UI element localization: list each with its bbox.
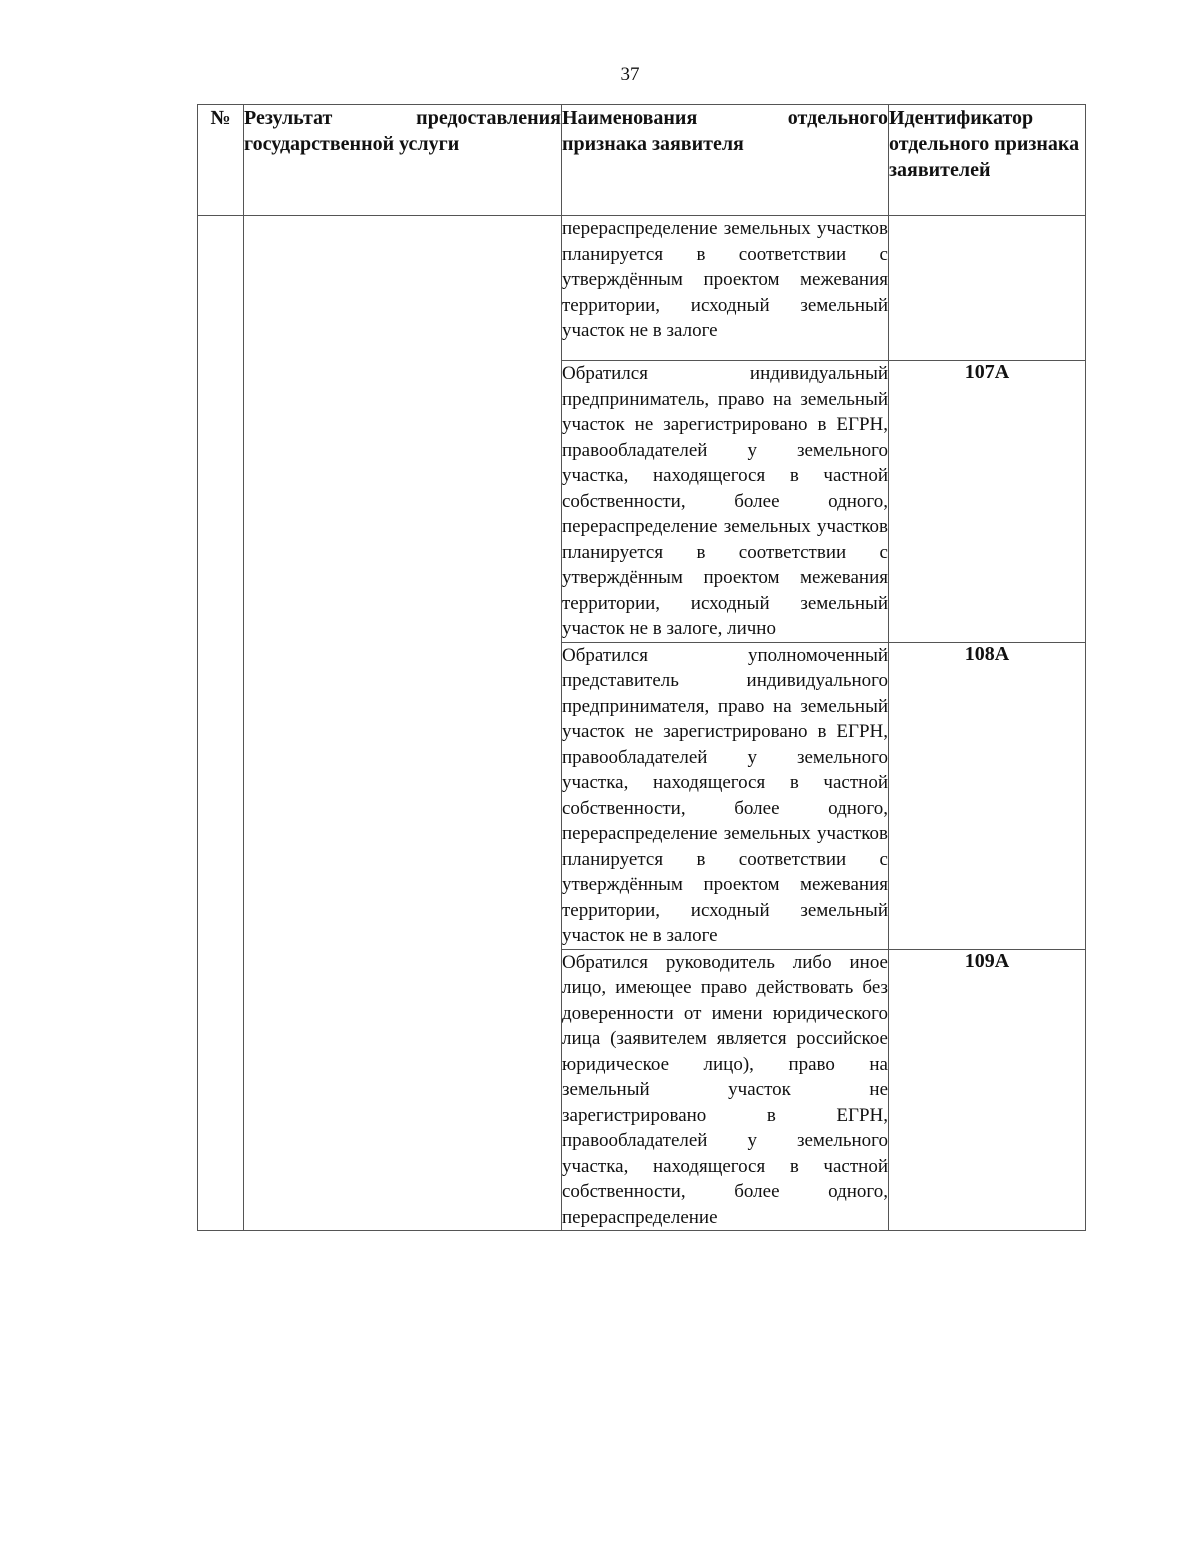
feature-code: 107А (889, 361, 1086, 643)
feature-code: 109А (889, 949, 1086, 1231)
page-number: 37 (620, 64, 640, 85)
table-row (198, 216, 1086, 361)
number-cell (198, 216, 244, 1231)
header-number: № (198, 105, 244, 216)
feature-text: Обратился руководитель либо иное лицо, имеющее право действовать без доверенности от имени юридического лица (заявителем является российское юридическое лицо), право на земельный участок не зарегистрировано в ЕГРН, правообладателей у земельного участка, находящегося в частной собственности, более одного, перераспределение (562, 949, 889, 1231)
table-header-row (198, 105, 1086, 216)
feature-text: Обратился уполномоченный представитель индивидуального предпринимателя, право на земельный участок не зарегистрировано в ЕГРН, правообладателей у земельного участка, находящегося в частной собственности, более одного, перераспределение земельных участков планируется в соответствии с утверждённым проектом межевания территории, исходный земельный участок не в залоге (562, 642, 889, 949)
feature-code: 108А (889, 642, 1086, 949)
header-result: Результат предоставления государственной услуги (244, 105, 562, 216)
result-cell (244, 216, 562, 1231)
feature-text: перераспределение земельных участков планируется в соответствии с утверждённым проектом межевания территории, исходный земельный участок не в залоге (562, 216, 889, 361)
header-identifier: Идентификатор отдельного признака заявителей (889, 105, 1086, 216)
header-feature-name: Наименования отдельного признака заявителя (562, 105, 889, 216)
feature-code (889, 216, 1086, 361)
applicant-features-table (197, 104, 1086, 1231)
feature-text: Обратился индивидуальный предприниматель, право на земельный участок не зарегистрировано в ЕГРН, правообладателей у земельного участка, находящегося в частной собственности, более одного, перераспределение земельных участков планируется в соответствии с утверждённым проектом межевания территории, исходный земельный участок не в залоге, лично (562, 361, 889, 643)
